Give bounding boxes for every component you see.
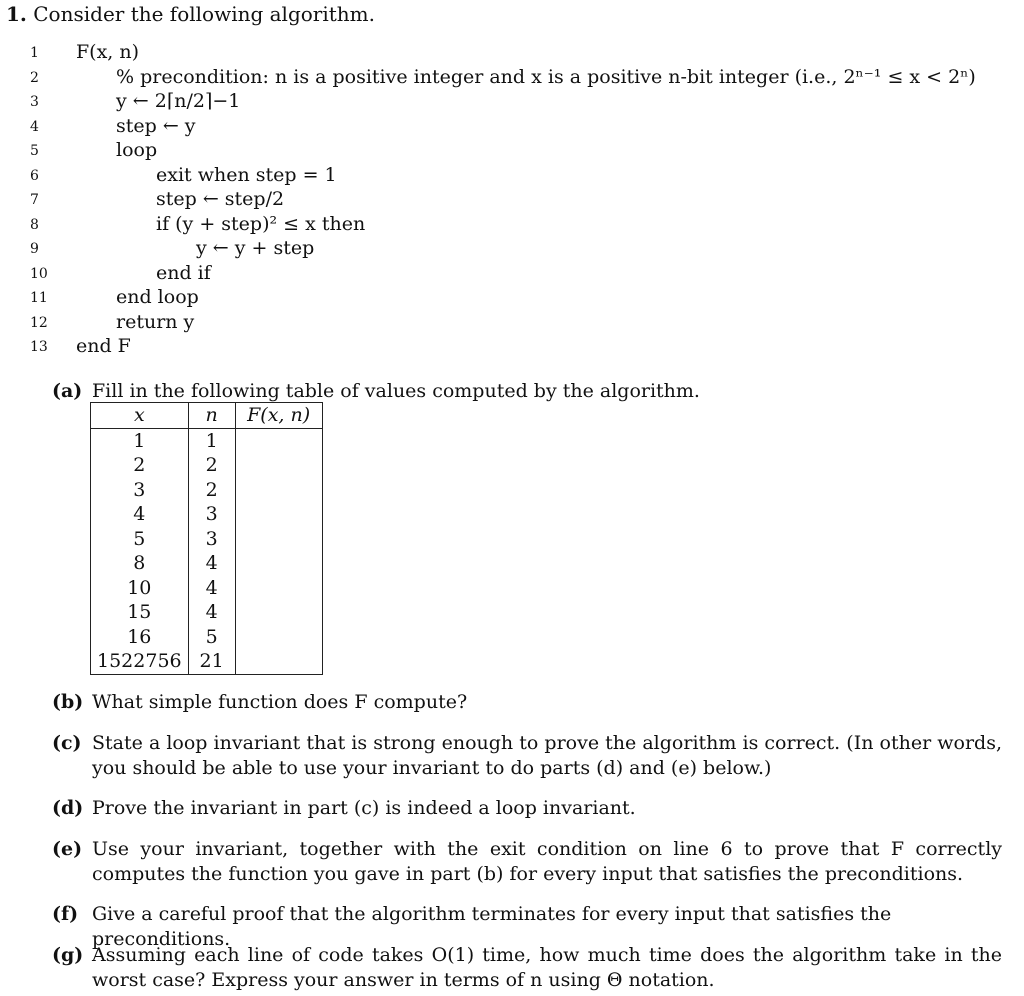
cell-f[interactable]	[235, 625, 322, 650]
cell-x: 1	[91, 428, 189, 453]
cell-f[interactable]	[235, 478, 322, 503]
cell-x: 3	[91, 478, 189, 503]
cell-n: 5	[188, 625, 235, 650]
cell-n: 2	[188, 478, 235, 503]
cell-x: 5	[91, 527, 189, 552]
table-row	[91, 649, 323, 674]
line-number: 5	[30, 143, 39, 159]
cell-x: 10	[91, 576, 189, 601]
line-number: 12	[30, 315, 48, 331]
table-row	[91, 453, 323, 478]
part-label: (b)	[52, 691, 84, 713]
table-row	[91, 478, 323, 503]
code-line: y ← y + step	[196, 237, 315, 259]
code-line: % precondition: n is a positive integer and x is a positive n-bit integer (i.e., 2ⁿ⁻¹ ≤ x < 2ⁿ)	[116, 66, 976, 88]
part-label: (e)	[52, 838, 83, 860]
line-number: 3	[30, 94, 39, 110]
cell-n: 1	[188, 428, 235, 453]
problem-intro: Consider the following algorithm.	[33, 2, 375, 26]
cell-f[interactable]	[235, 502, 322, 527]
cell-f[interactable]	[235, 527, 322, 552]
cell-x: 2	[91, 453, 189, 478]
cell-f[interactable]	[235, 428, 322, 453]
cell-n: 3	[188, 527, 235, 552]
line-number: 9	[30, 241, 39, 257]
part-text: Use your invariant, together with the exit condition on line 6 to prove that F correctly computes the function you gave in part (b) for every input that satisfies the preconditions.	[92, 838, 1002, 885]
code-line: loop	[116, 139, 158, 161]
line-number: 8	[30, 217, 39, 233]
cell-f[interactable]	[235, 551, 322, 576]
cell-f[interactable]	[235, 600, 322, 625]
table-row	[91, 576, 323, 601]
table-row	[91, 600, 323, 625]
code-line: step ← y	[116, 115, 196, 137]
cell-f[interactable]	[235, 576, 322, 601]
header-x: x	[91, 403, 189, 429]
part-a	[52, 379, 1002, 404]
part-text: Fill in the following table of values computed by the algorithm.	[92, 380, 700, 402]
table-header-row	[91, 403, 323, 429]
part-label: (d)	[52, 797, 84, 819]
code-line: F(x, n)	[76, 41, 140, 63]
part-label: (a)	[52, 380, 83, 402]
code-line: step ← step/2	[156, 188, 285, 210]
cell-n: 4	[188, 600, 235, 625]
line-number: 7	[30, 192, 39, 208]
table-row	[91, 527, 323, 552]
line-number: 6	[30, 168, 39, 184]
part-text: Prove the invariant in part (c) is indeed a loop invariant.	[92, 797, 636, 819]
cell-n: 2	[188, 453, 235, 478]
part-text: Assuming each line of code takes O(1) time, how much time does the algorithm take in the worst case? Express your answer in terms of n using Θ notation.	[92, 944, 1002, 991]
part-label: (g)	[52, 944, 84, 966]
cell-n: 4	[188, 576, 235, 601]
line-number: 2	[30, 70, 39, 86]
cell-n: 3	[188, 502, 235, 527]
line-number: 1	[30, 45, 39, 61]
header-n: n	[188, 403, 235, 429]
part-text: Give a careful proof that the algorithm terminates for every input that satisfies the preconditions.	[92, 903, 892, 950]
code-line: exit when step = 1	[156, 164, 337, 186]
part-d	[52, 796, 1002, 821]
cell-f[interactable]	[235, 453, 322, 478]
part-b	[52, 690, 1002, 715]
part-label: (f)	[52, 903, 79, 925]
line-number: 13	[30, 339, 48, 355]
line-number: 10	[30, 266, 48, 282]
part-f	[52, 902, 1002, 950]
cell-x: 8	[91, 551, 189, 576]
code-line: end loop	[116, 286, 199, 308]
code-line: return y	[116, 311, 195, 333]
line-number: 11	[30, 290, 48, 306]
part-label: (c)	[52, 732, 82, 754]
values-table	[90, 402, 323, 675]
cell-x: 15	[91, 600, 189, 625]
part-c	[52, 731, 1002, 779]
code-line: end if	[156, 262, 211, 284]
cell-n: 21	[188, 649, 235, 674]
cell-n: 4	[188, 551, 235, 576]
code-line: y ← 2⌈n/2⌉−1	[116, 90, 241, 112]
code-line: end F	[76, 335, 131, 357]
table-row	[91, 625, 323, 650]
part-text: State a loop invariant that is strong enough to prove the algorithm is correct. (In other words, you should be able to use your invariant to do parts (d) and (e) below.)	[92, 732, 1002, 779]
table-row	[91, 502, 323, 527]
header-f: F(x, n)	[235, 403, 322, 429]
problem-heading	[6, 2, 375, 26]
part-text: What simple function does F compute?	[92, 691, 468, 713]
code-line: if (y + step)² ≤ x then	[156, 213, 366, 235]
cell-x: 4	[91, 502, 189, 527]
cell-x: 1522756	[91, 649, 189, 674]
cell-x: 16	[91, 625, 189, 650]
problem-number: 1.	[6, 2, 27, 26]
table-row	[91, 551, 323, 576]
part-g	[52, 943, 1002, 991]
cell-f[interactable]	[235, 649, 322, 674]
part-e	[52, 837, 1002, 885]
line-number: 4	[30, 119, 39, 135]
table-row	[91, 428, 323, 453]
